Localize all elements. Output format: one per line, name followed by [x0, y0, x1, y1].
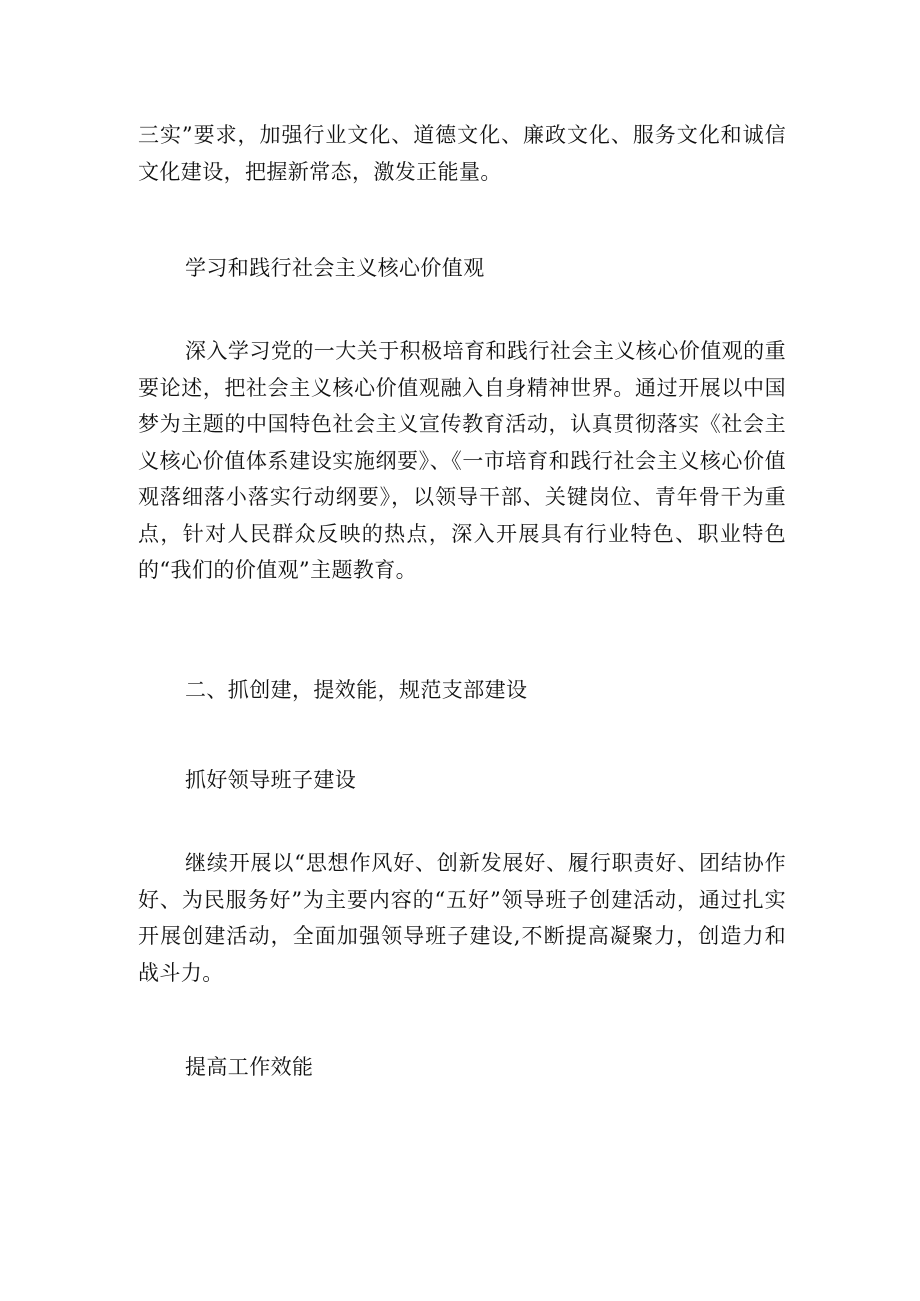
paragraph-continued: 三实”要求，加强行业文化、道德文化、廉政文化、服务文化和诚信文化建设，把握新常态，激发正能量。	[138, 123, 786, 184]
heading-core-values: 学习和践行社会主义核心价值观	[185, 256, 485, 280]
section-two-title: 二、抓创建，提效能，规范支部建设	[185, 678, 528, 702]
heading-efficiency: 提高工作效能	[185, 1055, 314, 1079]
paragraph-core-values: 深入学习党的一大关于积极培育和践行社会主义核心价值观的重要论述，把社会主义核心价值观融入自身精神世界。通过开展以中国梦为主题的中国特色社会主义宣传教育活动，认真贯彻落实《社会主义核心价值体系建设实施纲要》、《一市培育和践行社会主义核心价值观落细落小落实行动纲要》，以领导干部、关键岗位、青年骨干为重点，针对人民群众反映的热点，深入开展具有行业特色、职业特色的“我们的价值观”主题教育。	[138, 339, 786, 582]
heading-leadership: 抓好领导班子建设	[185, 768, 357, 792]
paragraph-leadership: 继续开展以“思想作风好、创新发展好、履行职责好、团结协作好、为民服务好”为主要内容的“五好”领导班子创建活动，通过扎实开展创建活动，全面加强领导班子建设,不断提高凝聚力，创造力和战斗力。	[138, 851, 786, 985]
